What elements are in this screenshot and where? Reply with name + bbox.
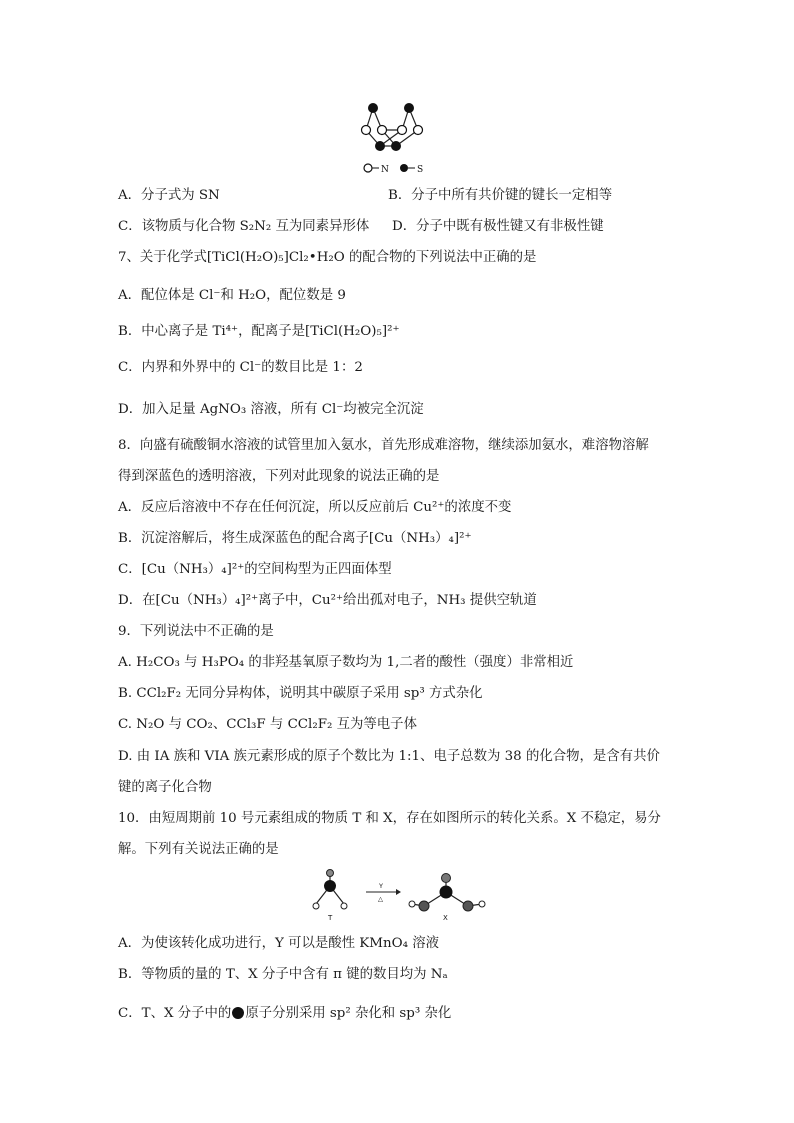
q8-option-a: A．反应后溶液中不存在任何沉淀，所以反应前后 Cu²⁺的浓度不变 xyxy=(118,500,512,515)
legend-n-label: N xyxy=(381,165,389,175)
q10-stem-line2: 解。下列有关说法正确的是 xyxy=(118,842,279,857)
conversion-figure xyxy=(302,868,498,924)
q9-option-b: B. CCl₂F₂ 无同分异构体，说明其中碳原子采用 sp³ 方式杂化 xyxy=(118,686,483,701)
label-t: T xyxy=(328,914,333,922)
q10-option-c-part1: C．T、X 分子中的 xyxy=(118,1006,232,1021)
q10-option-c-part2: 原子分别采用 sp² 杂化和 sp³ 杂化 xyxy=(245,1006,452,1021)
q10-stem-line1: 10．由短周期前 10 号元素组成的物质 T 和 X，存在如图所示的转化关系。X 不稳定，易分 xyxy=(118,811,661,826)
q7-option-c: C．内界和外界中的 Cl⁻的数目比是 1：2 xyxy=(118,360,363,375)
q7-option-b: B．中心离子是 Ti⁴⁺，配离子是[TiCl(H₂O)₅]²⁺ xyxy=(118,324,400,339)
arrow-label-y: Y xyxy=(379,882,383,890)
legend-s-label: S xyxy=(417,165,424,175)
molecule-t xyxy=(313,870,347,923)
molecule-figure-1 xyxy=(358,100,438,178)
q10-option-a: A．为使该转化成功进行，Y 可以是酸性 KMnO₄ 溶液 xyxy=(118,936,439,951)
q8-stem-line2: 得到深蓝色的透明溶液，下列对此现象的说法正确的是 xyxy=(118,469,440,484)
q9-stem: 9．下列说法中不正确的是 xyxy=(118,624,274,639)
q6-option-b: B．分子中所有共价键的键长一定相等 xyxy=(388,188,613,203)
legend-s-icon xyxy=(400,164,408,172)
q8-option-c: C．[Cu（NH₃）₄]²⁺的空间构型为正四面体型 xyxy=(118,562,392,577)
q7-option-d: D．加入足量 AgNO₃ 溶液，所有 Cl⁻均被完全沉淀 xyxy=(118,402,424,417)
q10-option-c xyxy=(118,1005,451,1023)
q6-option-c: C．该物质与化合物 S₂N₂ 互为同素异形体 xyxy=(118,219,370,234)
arrow-label-heat: △ xyxy=(378,895,383,903)
q8-stem-line1: 8．向盛有硫酸铜水溶液的试管里加入氨水，首先形成难溶物，继续添加氨水，难溶物溶解 xyxy=(118,438,649,453)
molecule-x xyxy=(409,874,485,923)
q9-option-c: C. N₂O 与 CO₂、CCl₃F 与 CCl₂F₂ 互为等电子体 xyxy=(118,717,417,732)
q8-option-b: B．沉淀溶解后，将生成深蓝色的配合离子[Cu（NH₃）₄]²⁺ xyxy=(118,531,472,546)
black-atom-icon xyxy=(232,1007,244,1019)
q8-option-d: D．在[Cu（NH₃）₄]²⁺离子中，Cu²⁺给出孤对电子，NH₃ 提供空轨道 xyxy=(118,593,537,608)
q7-stem: 7、关于化学式[TiCl(H₂O)₅]Cl₂•H₂O 的配合物的下列说法中正确的是 xyxy=(118,250,537,265)
q7-option-a: A．配位体是 Cl⁻和 H₂O，配位数是 9 xyxy=(118,288,346,303)
q10-option-b: B．等物质的量的 T、X 分子中含有 π 键的数目均为 Nₐ xyxy=(118,967,448,982)
q6-option-d: D．分子中既有极性键又有非极性键 xyxy=(392,219,604,234)
label-x: X xyxy=(443,914,448,922)
q6-option-a: A．分子式为 SN xyxy=(118,188,220,203)
q9-option-a: A. H₂CO₃ 与 H₃PO₄ 的非羟基氧原子数均为 1,二者的酸性（强度）非常相近 xyxy=(118,655,574,670)
legend-n-icon xyxy=(364,164,372,172)
q9-option-d-cont: 键的离子化合物 xyxy=(118,780,212,795)
q9-option-d: D. 由 IA 族和 VIA 族元素形成的原子个数比为 1:1、电子总数为 38 的化合物，是含有共价 xyxy=(118,749,660,764)
